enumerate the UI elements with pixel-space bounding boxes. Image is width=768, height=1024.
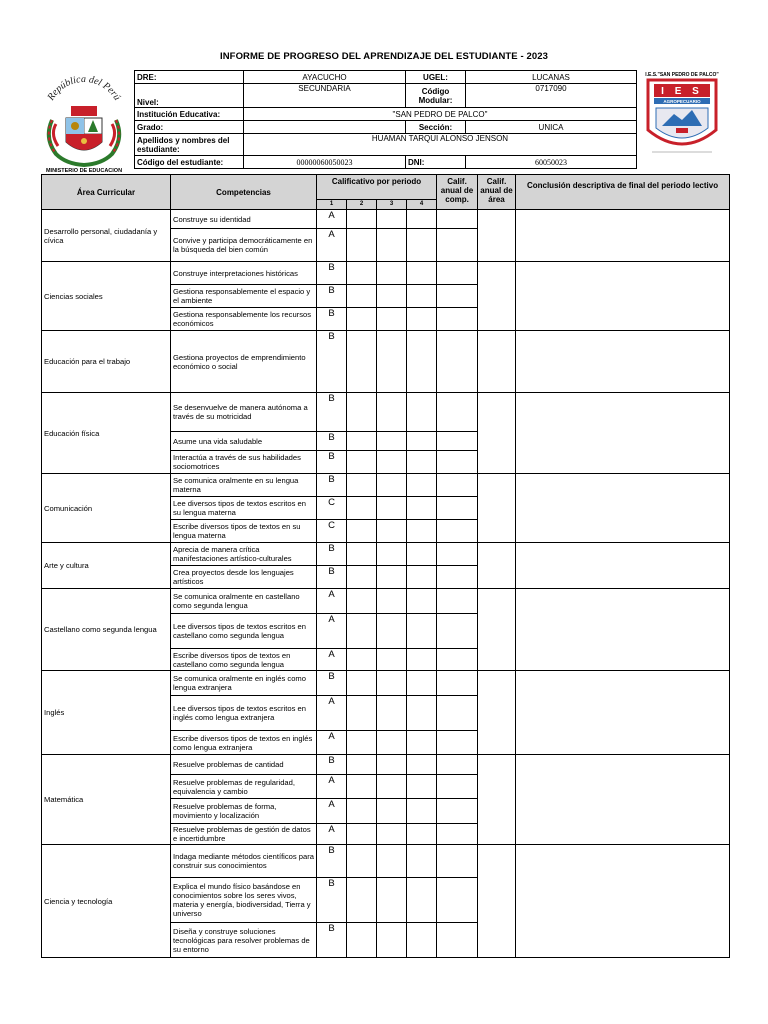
dre-value: AYACUCHO bbox=[244, 71, 406, 84]
period-1-grade: A bbox=[317, 614, 347, 649]
competencia-row bbox=[42, 845, 730, 878]
competencia-text: Diseña y construye soluciones tecnológicas para resolver problemas de su entorno bbox=[171, 923, 317, 958]
area-name: Arte y cultura bbox=[42, 543, 171, 589]
period-4-grade bbox=[407, 210, 437, 229]
nivel-label: Nivel: bbox=[135, 84, 244, 108]
calif-anual-comp bbox=[437, 649, 478, 671]
nivel-value: SECUNDARIA bbox=[244, 84, 406, 108]
ugel-value: LUCANAS bbox=[466, 71, 637, 84]
period-3-grade bbox=[377, 543, 407, 566]
period-4-grade bbox=[407, 285, 437, 308]
calif-anual-comp bbox=[437, 285, 478, 308]
competencia-text: Se comunica oralmente en castellano como segunda lengua bbox=[171, 589, 317, 614]
period-2-grade bbox=[347, 474, 377, 497]
period-1-grade: B bbox=[317, 285, 347, 308]
calif-anual-comp bbox=[437, 520, 478, 543]
codigo-modular-label: Código Modular: bbox=[406, 84, 466, 108]
period-1-grade: B bbox=[317, 308, 347, 331]
conclusion-cell bbox=[516, 589, 730, 671]
competencia-text: Construye interpretaciones históricas bbox=[171, 262, 317, 285]
period-4-grade bbox=[407, 262, 437, 285]
conclusion-cell bbox=[516, 210, 730, 262]
period-1-grade: B bbox=[317, 331, 347, 393]
period-1-grade: A bbox=[317, 799, 347, 824]
competencia-row bbox=[42, 755, 730, 775]
period-3-grade bbox=[377, 696, 407, 731]
period-3-grade bbox=[377, 923, 407, 958]
area-name: Ciencia y tecnología bbox=[42, 845, 171, 958]
competencia-text: Gestiona responsablemente los recursos económicos bbox=[171, 308, 317, 331]
competencia-text: Se comunica oralmente en su lengua materna bbox=[171, 474, 317, 497]
competencia-text: Se comunica oralmente en inglés como lengua extranjera bbox=[171, 671, 317, 696]
period-1-grade: A bbox=[317, 731, 347, 755]
svg-text:I.E.S."SAN PEDRO DE PALCO": I.E.S."SAN PEDRO DE PALCO" bbox=[645, 72, 719, 78]
svg-text:AGROPECUARIO: AGROPECUARIO bbox=[663, 99, 701, 104]
period-3-grade bbox=[377, 497, 407, 520]
period-2-grade bbox=[347, 799, 377, 824]
competencias-header: Competencias bbox=[171, 175, 317, 210]
period-3-grade bbox=[377, 799, 407, 824]
calif-anual-comp bbox=[437, 566, 478, 589]
dre-label: DRE: bbox=[135, 71, 244, 84]
period-1-grade: B bbox=[317, 451, 347, 474]
period-4-grade bbox=[407, 432, 437, 451]
area-name: Desarrollo personal, ciudadanía y cívica bbox=[42, 210, 171, 262]
competencia-text: Lee diversos tipos de textos escritos en castellano como segunda lengua bbox=[171, 614, 317, 649]
calif-anual-area bbox=[478, 671, 516, 755]
competencia-row bbox=[42, 474, 730, 497]
competencia-text: Resuelve problemas de cantidad bbox=[171, 755, 317, 775]
period-4-grade bbox=[407, 614, 437, 649]
area-header: Área Curricular bbox=[42, 175, 171, 210]
calif-anual-area bbox=[478, 262, 516, 331]
ugel-label: UGEL: bbox=[406, 71, 466, 84]
conclusion-cell bbox=[516, 393, 730, 474]
area-name: Matemática bbox=[42, 755, 171, 845]
calif-anual-comp bbox=[437, 589, 478, 614]
grades-body bbox=[42, 210, 730, 958]
period-4-grade bbox=[407, 671, 437, 696]
period-3-grade bbox=[377, 878, 407, 923]
period-2-grade bbox=[347, 285, 377, 308]
competencia-text: Lee diversos tipos de textos escritos en su lengua materna bbox=[171, 497, 317, 520]
period-3-header: 3 bbox=[377, 200, 407, 210]
competencia-row bbox=[42, 210, 730, 229]
period-3-grade bbox=[377, 731, 407, 755]
period-3-grade bbox=[377, 432, 407, 451]
apellidos-value: HUAMAN TARQUI ALONSO JENSON bbox=[244, 134, 637, 156]
competencia-text: Convive y participa democráticamente en la búsqueda del bien común bbox=[171, 229, 317, 262]
period-4-grade bbox=[407, 589, 437, 614]
calif-anual-comp bbox=[437, 308, 478, 331]
calif-anual-area-header: Calif. anual de área bbox=[478, 175, 516, 210]
period-3-grade bbox=[377, 229, 407, 262]
period-4-grade bbox=[407, 799, 437, 824]
competencia-text: Resuelve problemas de gestión de datos e incertidumbre bbox=[171, 824, 317, 845]
svg-text:I E S: I E S bbox=[661, 86, 703, 97]
period-4-grade bbox=[407, 393, 437, 432]
competencia-text: Se desenvuelve de manera autónoma a través de su motricidad bbox=[171, 393, 317, 432]
institucion-label: Institución Educativa: bbox=[135, 108, 244, 121]
period-1-grade: C bbox=[317, 520, 347, 543]
period-4-grade bbox=[407, 878, 437, 923]
period-4-grade bbox=[407, 649, 437, 671]
competencia-text: Lee diversos tipos de textos escritos en inglés como lengua extranjera bbox=[171, 696, 317, 731]
period-1-grade: A bbox=[317, 229, 347, 262]
period-1-grade: B bbox=[317, 878, 347, 923]
calif-anual-area bbox=[478, 845, 516, 958]
period-3-grade bbox=[377, 649, 407, 671]
period-2-grade bbox=[347, 432, 377, 451]
conclusion-cell bbox=[516, 845, 730, 958]
calif-anual-area bbox=[478, 589, 516, 671]
period-1-grade: B bbox=[317, 923, 347, 958]
period-3-grade bbox=[377, 285, 407, 308]
period-1-grade: A bbox=[317, 649, 347, 671]
calif-anual-comp-header: Calif. anual de comp. bbox=[437, 175, 478, 210]
competencia-text: Construye su identidad bbox=[171, 210, 317, 229]
period-1-grade: C bbox=[317, 497, 347, 520]
period-1-grade: B bbox=[317, 393, 347, 432]
calif-anual-area bbox=[478, 755, 516, 845]
period-3-grade bbox=[377, 520, 407, 543]
calif-anual-comp bbox=[437, 262, 478, 285]
conclusion-header: Conclusión descriptiva de final del periodo lectivo bbox=[516, 175, 730, 210]
period-4-grade bbox=[407, 775, 437, 799]
period-3-grade bbox=[377, 775, 407, 799]
period-3-grade bbox=[377, 308, 407, 331]
grades-table bbox=[41, 174, 730, 958]
grado-label: Grado: bbox=[135, 121, 244, 134]
period-1-grade: A bbox=[317, 210, 347, 229]
report-title: INFORME DE PROGRESO DEL APRENDIZAJE DEL ESTUDIANTE - 2023 bbox=[219, 51, 549, 62]
period-4-grade bbox=[407, 824, 437, 845]
competencia-text: Crea proyectos desde los lenguajes artísticos bbox=[171, 566, 317, 589]
competencia-text: Aprecia de manera crítica manifestaciones artístico-culturales bbox=[171, 543, 317, 566]
calif-anual-area bbox=[478, 543, 516, 589]
peru-coat-of-arms-logo bbox=[38, 68, 130, 174]
conclusion-cell bbox=[516, 755, 730, 845]
calif-anual-comp bbox=[437, 497, 478, 520]
period-3-grade bbox=[377, 566, 407, 589]
conclusion-cell bbox=[516, 671, 730, 755]
period-3-grade bbox=[377, 755, 407, 775]
calif-anual-comp bbox=[437, 824, 478, 845]
period-3-grade bbox=[377, 671, 407, 696]
period-1-grade: B bbox=[317, 671, 347, 696]
period-4-grade bbox=[407, 696, 437, 731]
calif-anual-comp bbox=[437, 229, 478, 262]
competencia-row bbox=[42, 393, 730, 432]
calif-anual-comp bbox=[437, 755, 478, 775]
competencia-text: Escribe diversos tipos de textos en su lengua materna bbox=[171, 520, 317, 543]
area-name: Inglés bbox=[42, 671, 171, 755]
area-name: Educación física bbox=[42, 393, 171, 474]
period-3-grade bbox=[377, 474, 407, 497]
period-2-grade bbox=[347, 878, 377, 923]
period-3-grade bbox=[377, 262, 407, 285]
competencia-row bbox=[42, 589, 730, 614]
period-4-grade bbox=[407, 229, 437, 262]
dni-value: 60050023 bbox=[466, 156, 637, 169]
period-1-grade: B bbox=[317, 845, 347, 878]
conclusion-cell bbox=[516, 474, 730, 543]
dni-label: DNI: bbox=[406, 156, 466, 169]
period-2-grade bbox=[347, 614, 377, 649]
competencia-text: Gestiona proyectos de emprendimiento económico o social bbox=[171, 331, 317, 393]
period-4-grade bbox=[407, 543, 437, 566]
calif-anual-comp bbox=[437, 614, 478, 649]
calif-anual-comp bbox=[437, 731, 478, 755]
period-2-header: 2 bbox=[347, 200, 377, 210]
period-2-grade bbox=[347, 845, 377, 878]
calif-anual-area bbox=[478, 393, 516, 474]
competencia-text: Gestiona responsablemente el espacio y el ambiente bbox=[171, 285, 317, 308]
period-4-grade bbox=[407, 331, 437, 393]
area-name: Comunicación bbox=[42, 474, 171, 543]
period-4-grade bbox=[407, 451, 437, 474]
calif-anual-area bbox=[478, 210, 516, 262]
period-4-header: 4 bbox=[407, 200, 437, 210]
calif-anual-comp bbox=[437, 775, 478, 799]
period-2-grade bbox=[347, 671, 377, 696]
codigo-estudiante-value: 00000060050023 bbox=[244, 156, 406, 169]
period-4-grade bbox=[407, 474, 437, 497]
period-2-grade bbox=[347, 393, 377, 432]
period-4-grade bbox=[407, 566, 437, 589]
period-2-grade bbox=[347, 520, 377, 543]
calif-anual-comp bbox=[437, 696, 478, 731]
calif-anual-comp bbox=[437, 878, 478, 923]
conclusion-cell bbox=[516, 543, 730, 589]
conclusion-cell bbox=[516, 331, 730, 393]
period-2-grade bbox=[347, 331, 377, 393]
period-3-grade bbox=[377, 614, 407, 649]
calif-anual-comp bbox=[437, 845, 478, 878]
period-4-grade bbox=[407, 845, 437, 878]
period-2-grade bbox=[347, 696, 377, 731]
period-2-grade bbox=[347, 824, 377, 845]
period-3-grade bbox=[377, 845, 407, 878]
competencia-text: Resuelve problemas de regularidad, equivalencia y cambio bbox=[171, 775, 317, 799]
period-2-grade bbox=[347, 775, 377, 799]
period-1-grade: A bbox=[317, 775, 347, 799]
period-2-grade bbox=[347, 589, 377, 614]
period-1-grade: B bbox=[317, 262, 347, 285]
period-2-grade bbox=[347, 210, 377, 229]
calif-anual-area bbox=[478, 474, 516, 543]
calif-anual-comp bbox=[437, 451, 478, 474]
period-2-grade bbox=[347, 308, 377, 331]
calif-anual-comp bbox=[437, 543, 478, 566]
period-1-header: 1 bbox=[317, 200, 347, 210]
calif-anual-area bbox=[478, 331, 516, 393]
competencia-text: Explica el mundo físico basándose en conocimientos sobre los seres vivos, materia y energía, biodiversidad, Tierra y universo bbox=[171, 878, 317, 923]
apellidos-label: Apellidos y nombres del estudiante: bbox=[135, 134, 244, 156]
period-3-grade bbox=[377, 393, 407, 432]
period-4-grade bbox=[407, 923, 437, 958]
period-4-grade bbox=[407, 755, 437, 775]
period-1-grade: A bbox=[317, 589, 347, 614]
competencia-text: Escribe diversos tipos de textos en castellano como segunda lengua bbox=[171, 649, 317, 671]
period-4-grade bbox=[407, 497, 437, 520]
period-2-grade bbox=[347, 451, 377, 474]
calif-anual-comp bbox=[437, 923, 478, 958]
period-4-grade bbox=[407, 308, 437, 331]
period-2-grade bbox=[347, 543, 377, 566]
calif-anual-comp bbox=[437, 799, 478, 824]
competencia-text: Escribe diversos tipos de textos en inglés como lengua extranjera bbox=[171, 731, 317, 755]
area-name: Castellano como segunda lengua bbox=[42, 589, 171, 671]
institucion-value: "SAN PEDRO DE PALCO" bbox=[244, 108, 637, 121]
calif-anual-comp bbox=[437, 210, 478, 229]
calif-anual-comp bbox=[437, 393, 478, 432]
calif-anual-comp bbox=[437, 432, 478, 451]
competencia-row bbox=[42, 671, 730, 696]
competencia-text: Asume una vida saludable bbox=[171, 432, 317, 451]
period-2-grade bbox=[347, 566, 377, 589]
period-1-grade: B bbox=[317, 543, 347, 566]
competencia-text: Interactúa a través de sus habilidades sociomotrices bbox=[171, 451, 317, 474]
svg-text:República del Perú: República del Perú bbox=[45, 73, 123, 103]
competencia-row bbox=[42, 331, 730, 393]
period-3-grade bbox=[377, 451, 407, 474]
period-1-grade: A bbox=[317, 696, 347, 731]
period-2-grade bbox=[347, 923, 377, 958]
calif-anual-comp bbox=[437, 474, 478, 497]
codigo-estudiante-label: Código del estudiante: bbox=[135, 156, 244, 169]
school-seal-logo bbox=[640, 68, 724, 160]
area-name: Educación para el trabajo bbox=[42, 331, 171, 393]
conclusion-cell bbox=[516, 262, 730, 331]
calif-anual-comp bbox=[437, 331, 478, 393]
seccion-label: Sección: bbox=[406, 121, 466, 134]
svg-text:MINISTERIO DE EDUCACION: MINISTERIO DE EDUCACION bbox=[45, 168, 123, 174]
period-2-grade bbox=[347, 497, 377, 520]
grado-value bbox=[244, 121, 406, 134]
period-4-grade bbox=[407, 731, 437, 755]
calificativo-header: Calificativo por periodo bbox=[317, 175, 437, 200]
period-3-grade bbox=[377, 331, 407, 393]
period-3-grade bbox=[377, 824, 407, 845]
student-info-table bbox=[134, 70, 637, 169]
period-2-grade bbox=[347, 755, 377, 775]
competencia-row bbox=[42, 543, 730, 566]
seccion-value: UNICA bbox=[466, 121, 637, 134]
period-2-grade bbox=[347, 731, 377, 755]
period-1-grade: B bbox=[317, 474, 347, 497]
period-1-grade: B bbox=[317, 432, 347, 451]
period-3-grade bbox=[377, 589, 407, 614]
area-name: Ciencias sociales bbox=[42, 262, 171, 331]
competencia-text: Indaga mediante métodos científicos para construir sus conocimientos bbox=[171, 845, 317, 878]
period-2-grade bbox=[347, 262, 377, 285]
period-2-grade bbox=[347, 229, 377, 262]
competencia-text: Resuelve problemas de forma, movimiento y localización bbox=[171, 799, 317, 824]
calif-anual-comp bbox=[437, 671, 478, 696]
codigo-modular-value: 0717090 bbox=[466, 84, 637, 108]
period-1-grade: A bbox=[317, 824, 347, 845]
period-2-grade bbox=[347, 649, 377, 671]
period-4-grade bbox=[407, 520, 437, 543]
competencia-row bbox=[42, 262, 730, 285]
period-1-grade: B bbox=[317, 755, 347, 775]
period-1-grade: B bbox=[317, 566, 347, 589]
period-3-grade bbox=[377, 210, 407, 229]
